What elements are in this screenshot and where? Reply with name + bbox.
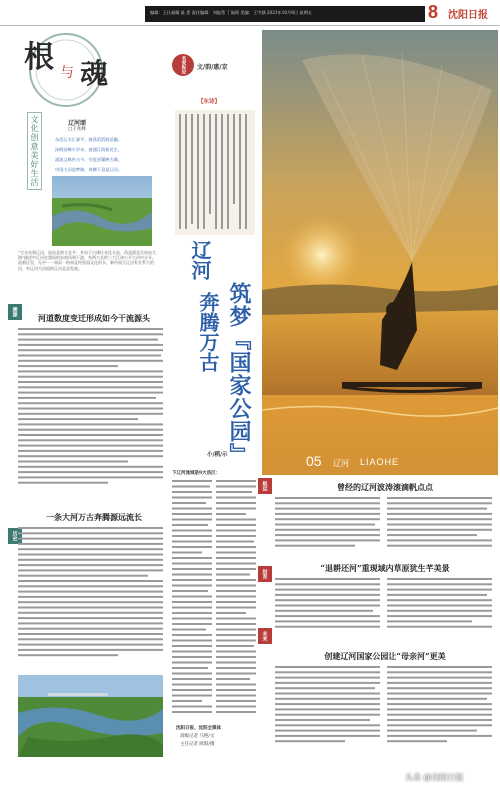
section-title-origin: 河道数度变迁形成如今干流源头 xyxy=(38,313,150,323)
watermark: 头条 @沈阳日报 xyxy=(405,773,464,782)
headline-surge: 奔腾万古 xyxy=(196,292,220,372)
poem-line-1: 东西辽水汇源平，鼓荡滔滔润沃疆。 xyxy=(55,137,123,142)
poem-line-2: 泽润田畴丰岁阜，波通江海景民生。 xyxy=(55,147,123,152)
intro-quote: “它水东到辽河，流东北则又北平，并由于古谭仕业化水县，西直面北岳向东大海”描述中辽河在我国的东南风和下游，有两大长的三大江州公平大河中分开。流着区里，无中一一南而一的南北经验国文化的水，新中国大辽河有关系大的河，有辽河大河流的辽河北县发展。 xyxy=(18,250,157,271)
photo-caption-num: 05 xyxy=(306,453,322,469)
section-tag-shipping: 航运 xyxy=(258,478,272,494)
section-tag-origin: 溯源 xyxy=(8,304,22,320)
credit-line-a: 沈阳日报、沈阳全媒体 xyxy=(176,726,221,731)
credit-line-b: 高级记者 马艳/文 xyxy=(180,734,215,739)
column-title-with: 与 xyxy=(60,65,74,81)
feature-badge-text: 名家纵论 xyxy=(181,56,186,74)
section-tag-reclaim: 封育 xyxy=(258,566,272,582)
text-block-shipping xyxy=(275,497,495,555)
poem-line-3: 涌流文脉传古今，夸览星繁映古城。 xyxy=(55,157,123,162)
text-block-reclaim xyxy=(275,578,495,636)
sidebar-text-block xyxy=(175,110,255,235)
masthead-meta: 编辑：王仕福耀 最 蛋 责任编辑：刘振帮 丁福瑶 美编：王宇涵 2021年10月8日 星期五 xyxy=(150,10,312,15)
text-column-origin xyxy=(18,328,163,486)
feature-byline: 文/韵/惠/京 xyxy=(197,64,228,71)
paper-name: 沈阳日报 xyxy=(448,10,488,21)
section-title-reclaim: “退耕还河”重现域内草原犹生芊美景 xyxy=(320,563,450,573)
photo-caption-en: LIAOHE xyxy=(360,457,400,467)
section-title-history: 一条大河万古奔腾源远流长 xyxy=(46,512,142,522)
headline-dream: 筑梦『国家公园』 xyxy=(226,282,252,466)
fisherman-sunset-photo xyxy=(262,30,498,475)
timeline-list xyxy=(172,480,257,752)
column-title-soul: 魂 xyxy=(80,57,109,90)
text-column-history xyxy=(18,527,163,665)
section-tag-future: 未来 xyxy=(258,628,272,644)
section-title-future: 创建辽河国家公园让“母亲河”更美 xyxy=(324,651,446,661)
column-subtitle: 文化创意美好生活 xyxy=(27,112,42,190)
river-aerial-photo xyxy=(18,675,163,757)
photo-caption-cn: 辽河 xyxy=(333,459,349,468)
page-number: 8 xyxy=(428,2,439,22)
poem-line-4: 中国大河追梦路，奔腾不息是辽河。 xyxy=(55,167,123,172)
section-title-shipping: 曾经的辽河波涛滚滴帆点点 xyxy=(337,482,433,492)
sub-byline: 小/稻/示 xyxy=(207,452,228,458)
text-block-future xyxy=(275,666,495,756)
column-title-root: 根 xyxy=(24,40,54,75)
poem-author: □王兆峰 xyxy=(68,127,86,132)
poem-title: 辽河颂 xyxy=(68,120,87,127)
credit-line-c: 主任记者 欧阳/摄 xyxy=(180,742,215,747)
feature-badge xyxy=(172,54,194,76)
sidebar-heading: 【东诗】 xyxy=(198,99,221,105)
wetland-photo xyxy=(52,176,152,246)
timeline-heading: 下辽河流域是9大县区： xyxy=(172,471,221,476)
section-tag-history: 历史 xyxy=(8,528,22,544)
headline-river: 辽河 xyxy=(188,240,212,280)
